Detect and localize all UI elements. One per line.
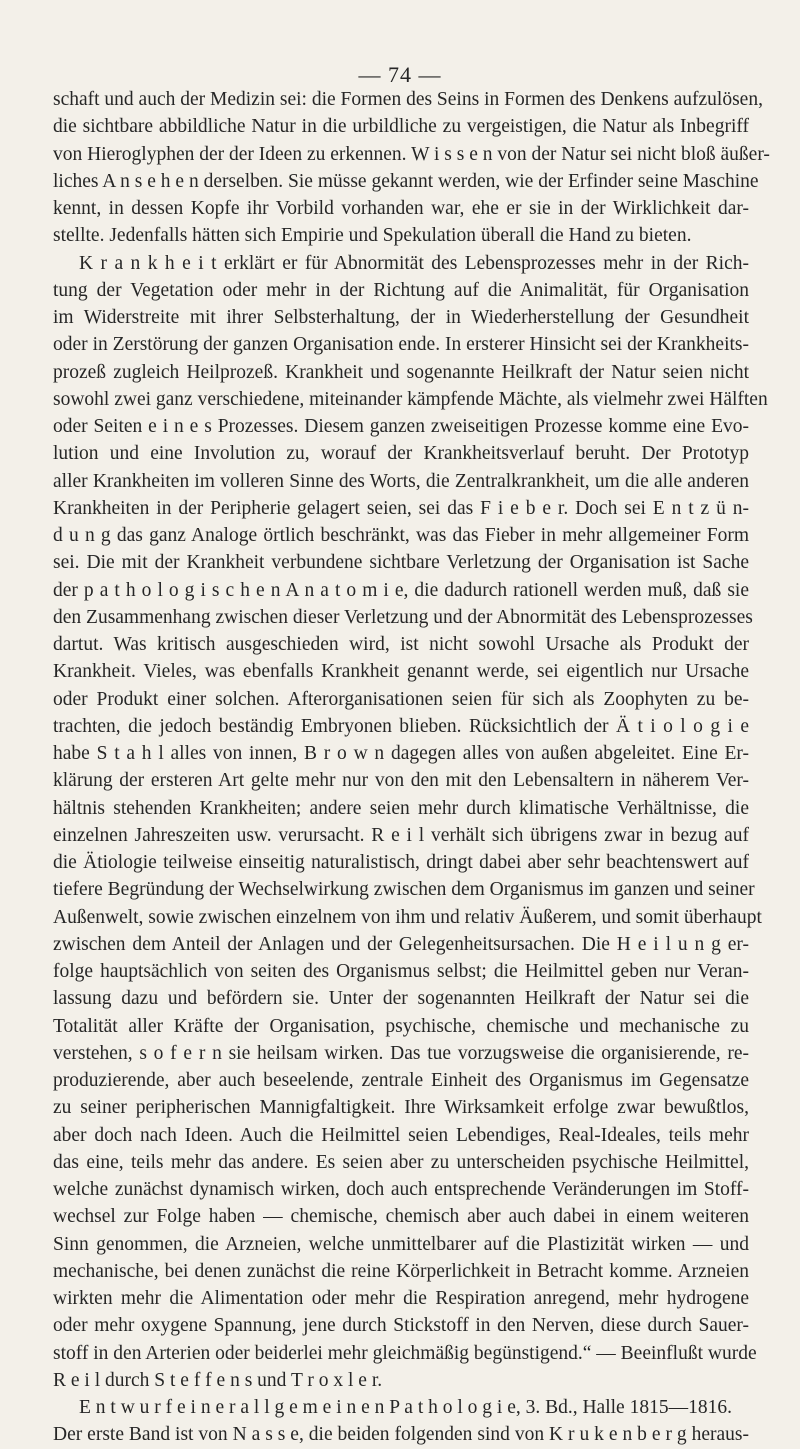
text-line: Außenwelt, sowie zwischen einzelnem von ihm und relativ Äußerem, und somit überhaupt <box>53 906 762 928</box>
text-line: der p a t h o l o g i s c h e n A n a t o m i e, die dadurch rationell werden muß, daß sie <box>53 579 749 601</box>
text-line: lution und eine Involution zu, worauf der Krankheitsverlauf beruht. Der Prototyp <box>53 443 749 465</box>
text-line: die sichtbare abbildliche Natur in die urbildliche zu vergeistigen, die Natur als Inbegriff <box>53 116 749 138</box>
text-line: tiefere Begründung der Wechselwirkung zwischen dem Organismus im ganzen und seiner <box>53 879 755 901</box>
text-line: klärung der ersteren Art gelte mehr nur von den mit den Lebensaltern in näherem Ver- <box>53 770 749 792</box>
text-line: Sinn genommen, die Arzneien, welche unmittelbarer auf die Plastizität wirken — und <box>53 1233 749 1255</box>
text-line: die Ätiologie teilweise einseitig naturalistisch, dringt dabei aber sehr beachtenswert auf <box>53 852 749 873</box>
text-line: im Widerstreite mit ihrer Selbsterhaltung, der in Wiederherstellung der Gesundheit <box>53 307 749 328</box>
body-text <box>53 86 770 1449</box>
text-line: sowohl zwei ganz verschiedene, miteinander kämpfende Mächte, als vielmehr zwei Hälften <box>53 388 768 410</box>
text-line: Totalität aller Kräfte der Organisation, psychische, chemische und mechanische zu <box>53 1015 749 1037</box>
text-line: mechanische, bei denen zunächst die reine Körperlichkeit in Betracht komme. Arzneien <box>53 1260 749 1282</box>
page-number: — 74 — <box>358 62 442 87</box>
text-line: hältnis stehenden Krankheiten; andere seien mehr durch klimatische Verhältnisse, die <box>53 797 749 819</box>
text-line: R e i l durch S t e f f e n s und T r o x l e r. <box>53 1369 383 1391</box>
text-line: prozeß zugleich Heilprozeß. Krankheit und sogenannte Heilkraft der Natur seien nicht <box>53 361 749 383</box>
text-line: habe S t a h l alles von innen, B r o w n dagegen alles von außen abgeleitet. Eine Er- <box>53 743 749 764</box>
text-line: zwischen dem Anteil der Anlagen und der Gelegenheitsursachen. Die H e i l u n g er- <box>53 933 749 955</box>
text-line: aller Krankheiten im volleren Sinne des Worts, die Zentralkrankheit, um die alle anderen <box>53 470 749 492</box>
text-line: dartut. Was kritisch ausgeschieden wird, ist nicht sowohl Ursache als Produkt der <box>53 634 749 655</box>
text-line: wirkten mehr die Alimentation oder mehr die Respiration anregend, mehr hydrogene <box>53 1288 749 1309</box>
text-line: trachten, die jedoch beständig Embryonen blieben. Rücksichtlich der Ä t i o l o g i e <box>53 715 749 737</box>
text-line: kennt, in dessen Kopfe ihr Vorbild vorhanden war, ehe er sie in der Wirklichkeit dar- <box>53 198 749 219</box>
text-line: d u n g das ganz Analoge örtlich beschränkt, was das Fieber in mehr allgemeiner Form <box>53 525 749 546</box>
text-line: stellte. Jedenfalls hätten sich Empirie und Spekulation überall die Hand zu bieten. <box>53 225 692 247</box>
text-line: aber doch nach Ideen. Auch die Heilmittel seien Lebendiges, Real-Ideales, teils mehr <box>53 1124 749 1146</box>
text-line: wechsel zur Folge haben — chemische, chemisch aber auch dabei in einem weiteren <box>53 1206 749 1228</box>
text-line: folge hauptsächlich von seiten des Organismus selbst; die Heilmittel geben nur Veran- <box>53 961 749 982</box>
text-line: liches A n s e h e n derselben. Sie müsse gekannt werden, wie der Erfinder seine Maschine <box>53 170 759 192</box>
text-line: das eine, teils mehr das andere. Es seien aber zu unterscheiden psychische Heilmittel, <box>53 1151 749 1173</box>
text-line: produzierende, aber auch beseelende, zentrale Einheit des Organismus im Gegensatze <box>53 1070 749 1091</box>
text-line: lassung dazu und befördern sie. Unter der sogenannten Heilkraft der Natur sei die <box>53 988 749 1010</box>
text-line: Krankheit. Vieles, was ebenfalls Krankheit genannt werde, sei eigentlich nur Ursache <box>53 661 749 683</box>
text-line: von Hieroglyphen der der Ideen zu erkennen. W i s s e n von der Natur sei nicht bloß äußer- <box>53 143 770 165</box>
text-line: tung der Vegetation oder mehr in der Richtung auf die Animalität, für Organisation <box>53 279 749 301</box>
text-line: oder in Zerstörung der ganzen Organisation ende. In ersterer Hinsicht sei der Krankheits- <box>53 334 749 356</box>
text-line: welche zunächst dynamisch wirken, doch auch entsprechende Veränderungen im Stoff- <box>53 1179 749 1200</box>
text-line: sei. Die mit der Krankheit verbundene sichtbare Verletzung der Organisation ist Sache <box>53 552 749 574</box>
text-line: oder mehr oxygene Spannung, jene durch Stickstoff in den Nerven, diese durch Sauer- <box>53 1315 749 1337</box>
text-line: schaft und auch der Medizin sei: die Formen des Seins in Formen des Denkens aufzulösen, <box>53 89 763 110</box>
text-line: zu seiner peripherischen Mannigfaltigkeit. Ihre Wirksamkeit erfolge zwar bewußtlos, <box>53 1097 749 1119</box>
text-line: den Zusammenhang zwischen dieser Verletzung und der Abnormität des Lebensprozesses <box>53 606 753 628</box>
text-line: einzelnen Jahreszeiten usw. verursacht. R e i l verhält sich übrigens zwar in bezug auf <box>53 824 749 846</box>
text-line: oder Seiten e i n e s Prozesses. Diesem ganzen zweiseitigen Prozesse komme eine Evo- <box>53 416 749 437</box>
text-line: E n t w u r f e i n e r a l l g e m e i n e n P a t h o l o g i e, 3. Bd., Halle 1815—1816. <box>79 1397 732 1418</box>
text-line: K r a n k h e i t erklärt er für Abnormität des Lebensprozesses mehr in der Rich- <box>79 252 749 274</box>
text-line: stoff in den Arterien oder beiderlei mehr gleichmäßig begünstigend.“ — Beeinflußt wurde <box>53 1342 757 1364</box>
text-line: verstehen, s o f e r n sie heilsam wirken. Das tue vorzugsweise die organisierende, re- <box>53 1042 749 1064</box>
text-line: Der erste Band ist von N a s s e, die beiden folgenden sind von K r u k e n b e r g heraus- <box>53 1424 749 1446</box>
text-line: oder Produkt einer solchen. Afterorganisationen seien für sich als Zoophyten zu be- <box>53 688 749 710</box>
text-line: Krankheiten in der Peripherie gelagert seien, sei das F i e b e r. Doch sei E n t z ü n- <box>53 497 749 519</box>
